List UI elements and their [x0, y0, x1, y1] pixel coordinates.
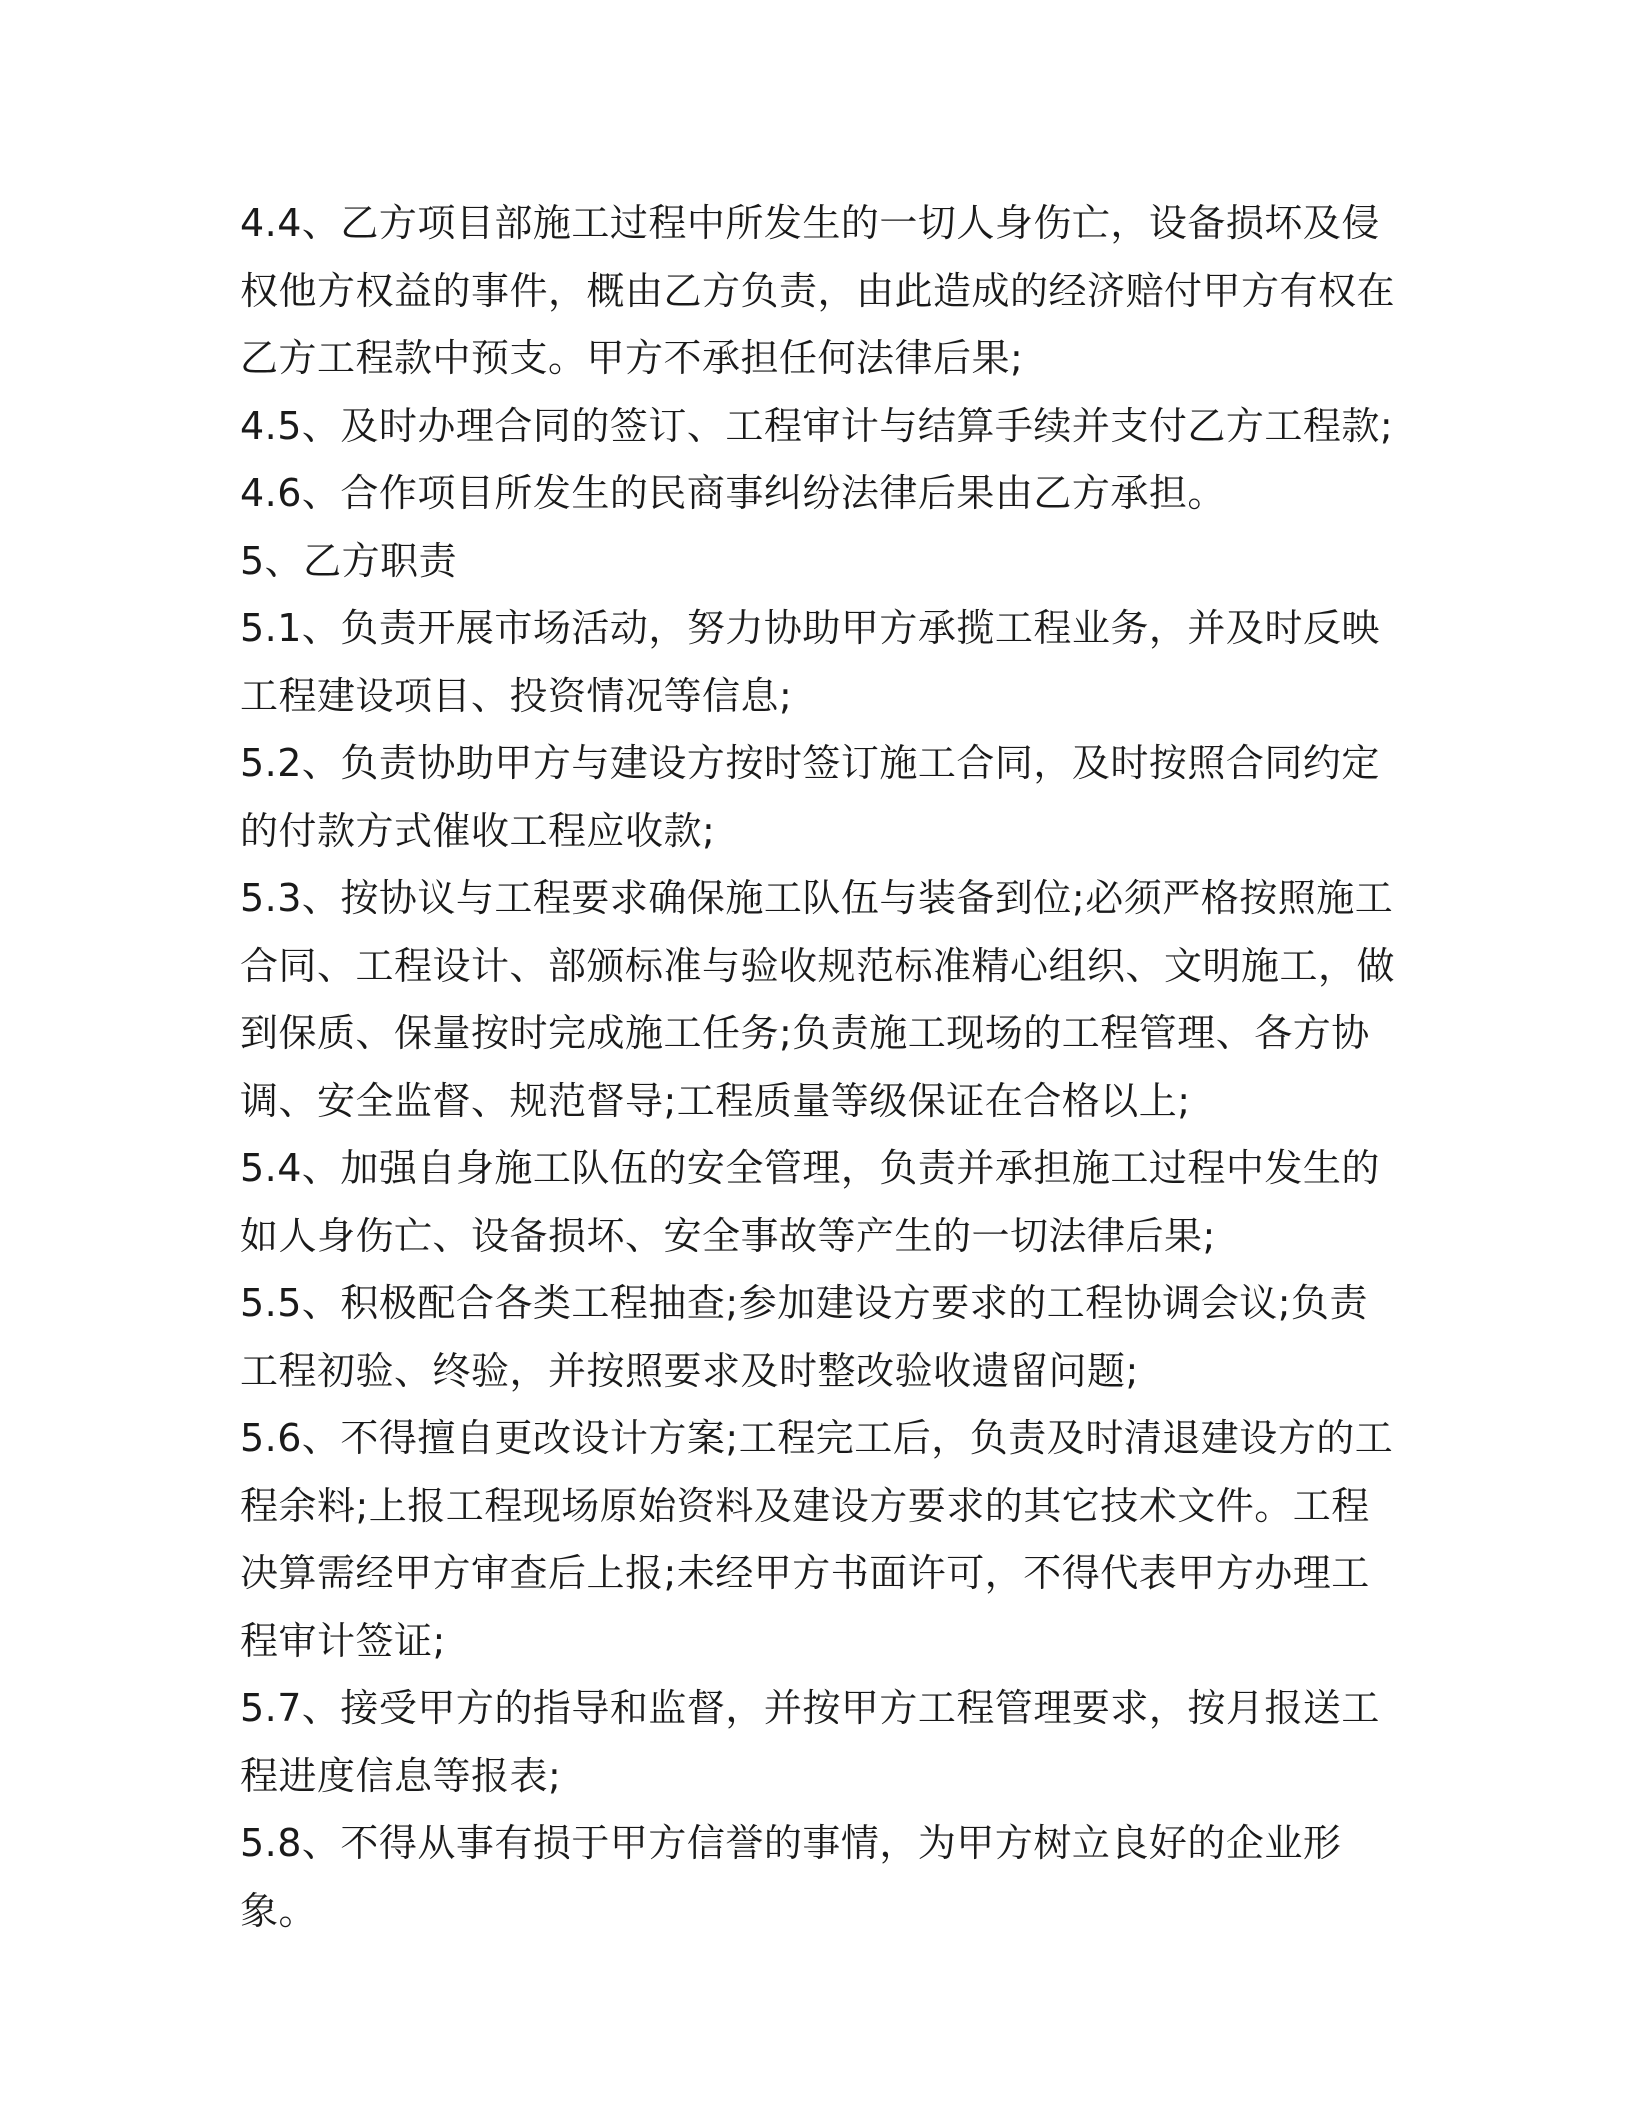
clause-5-2: 5.2、负责协助甲方与建设方按时签订施工合同，及时按照合同约定的付款方式催收工程应收款;: [240, 741, 1380, 853]
document-body: [240, 190, 1400, 1945]
clause-4-6: 4.6、合作项目所发生的民商事纠纷法律后果由乙方承担。: [240, 471, 1226, 515]
clause-5-1: 5.1、负责开展市场活动，努力协助甲方承揽工程业务，并及时反映工程建设项目、投资情况等信息;: [240, 606, 1380, 718]
section-5-heading: 5、乙方职责: [240, 538, 458, 583]
clause-5-5: 5.5、积极配合各类工程抽查;参加建设方要求的工程协调会议;负责工程初验、终验，并按照要求及时整改验收遗留问题;: [240, 1281, 1369, 1393]
clause-5-4: 5.4、加强自身施工队伍的安全管理，负责并承担施工过程中发生的如人身伤亡、设备损坏、安全事故等产生的一切法律后果;: [240, 1146, 1380, 1258]
clause-5-6: 5.6、不得擅自更改设计方案;工程完工后，负责及时清退建设方的工程余料;上报工程现场原始资料及建设方要求的其它技术文件。工程决算需经甲方审查后上报;未经甲方书面许可，不得代表甲方办理工程审计签证;: [240, 1416, 1394, 1663]
clause-5-8: 5.8、不得从事有损于甲方信誉的事情，为甲方树立良好的企业形象。: [240, 1821, 1342, 1933]
clause-5-3: 5.3、按协议与工程要求确保施工队伍与装备到位;必须严格按照施工合同、工程设计、部颁标准与验收规范标准精心组织、文明施工，做到保质、保量按时完成施工任务;负责施工现场的工程管理、各方协调、安全监督、规范督导;工程质量等级保证在合格以上;: [240, 876, 1396, 1123]
clause-5-7: 5.7、接受甲方的指导和监督，并按甲方工程管理要求，按月报送工程进度信息等报表;: [240, 1686, 1380, 1798]
clause-4-5: 4.5、及时办理合同的签订、工程审计与结算手续并支付乙方工程款;: [240, 403, 1394, 448]
clause-4-4: 4.4、乙方项目部施工过程中所发生的一切人身伤亡，设备损坏及侵权他方权益的事件，概由乙方负责，由此造成的经济赔付甲方有权在乙方工程款中预支。甲方不承担任何法律后果;: [240, 201, 1396, 380]
